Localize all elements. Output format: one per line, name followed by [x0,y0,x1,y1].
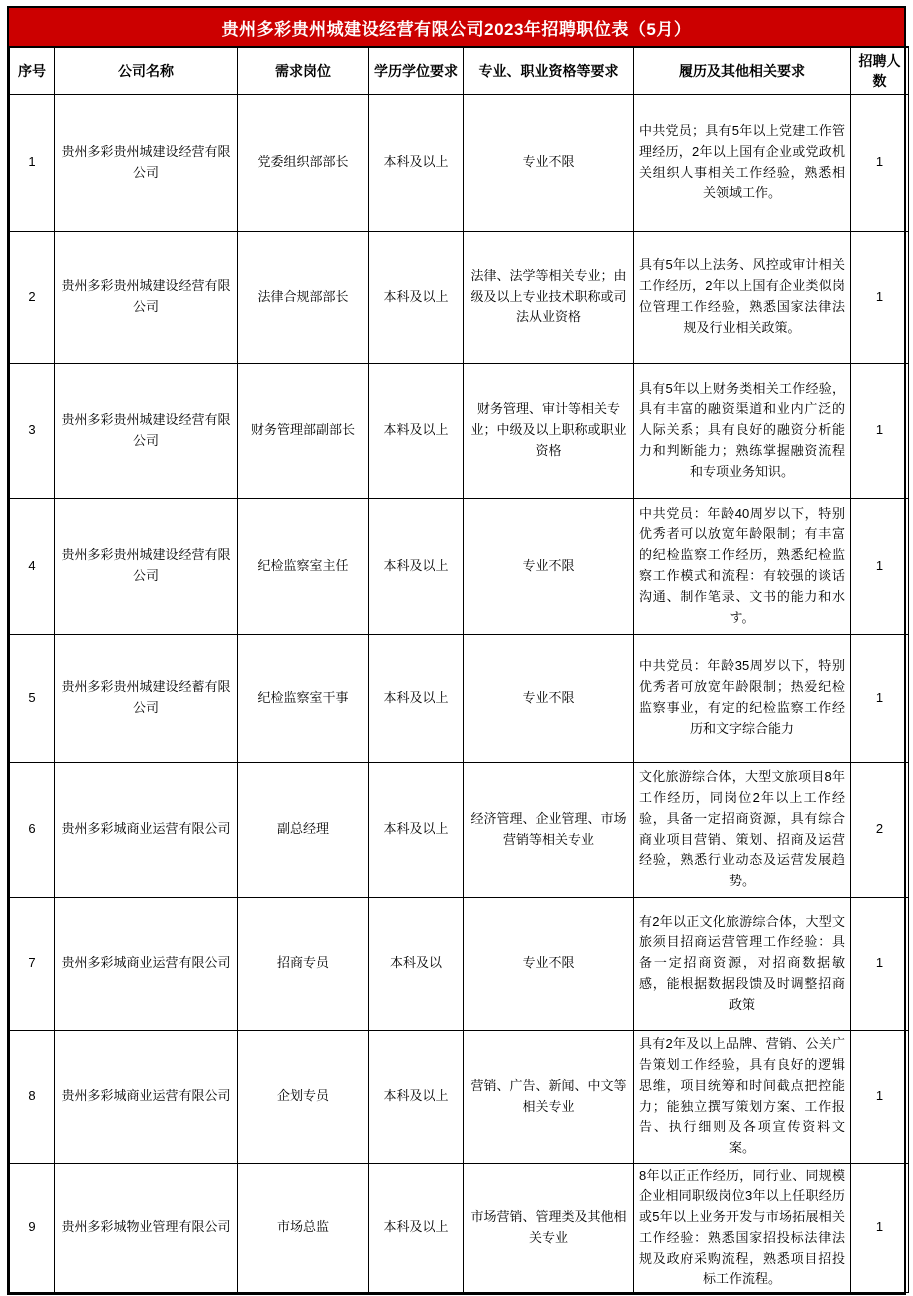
table-row [10,634,909,762]
cell-major: 营销、广告、新闻、中文等相关专业 [464,1030,634,1163]
table-row [10,1030,909,1163]
cell-experience: 具有2年及以上品牌、营销、公关广告策划工作经验，具有良好的逻辑思维，项目统筹和时间截点把控能力；能独立撰写策划方案、工作报告、执行细则及各项宣传资料文案。 [634,1030,851,1163]
cell-company: 贵州多彩贵州城建设经营有限公司 [55,363,238,498]
table-title: 贵州多彩贵州城建设经营有限公司2023年招聘职位表（5月） [9,8,904,46]
cell-count: 1 [851,1163,909,1293]
cell-no: 1 [10,94,55,231]
cell-company: 贵州多彩贵州城建设经营有限公司 [55,94,238,231]
cell-education: 本科及以上 [369,1163,464,1293]
cell-company: 贵州多彩城商业运营有限公司 [55,762,238,897]
recruitment-sheet [7,6,906,1295]
cell-company: 贵州多彩城物业管理有限公司 [55,1163,238,1293]
cell-education: 本科及以上 [369,94,464,231]
table-row [10,231,909,363]
cell-no: 5 [10,634,55,762]
table-row [10,94,909,231]
cell-experience: 具有5年以上财务类相关工作经验，具有丰富的融资渠道和业内广泛的人际关系；具有良好的融资分析能力和判断能力；熟练掌握融资流程和专项业务知识。 [634,363,851,498]
cell-no: 9 [10,1163,55,1293]
column-header: 专业、职业资格等要求 [464,47,634,94]
recruitment-table [9,46,909,1293]
cell-education: 本科及以上 [369,498,464,634]
cell-position: 党委组织部部长 [238,94,369,231]
cell-experience: 有2年以正文化旅游综合体，大型文旅须目招商运营管理工作经验：具备一定招商资源，对招商数据敏感，能根据数据段馈及时调整招商政策 [634,897,851,1030]
cell-experience: 中共党员；具有5年以上党建工作管理经历，2年以上国有企业或党政机关组织人事相关工作经验，熟悉相关领域工作。 [634,94,851,231]
cell-position: 招商专员 [238,897,369,1030]
cell-position: 企划专员 [238,1030,369,1163]
cell-experience: 8年以正正作经历，同行业、同规模企业相同职级岗位3年以上任职经历或5年以上业务开发与市场拓展相关工作经验：熟悉国家招投标法律法规及政府采购流程，熟悉项目招投标工作流程。 [634,1163,851,1293]
cell-experience: 中共党员：年龄40周岁以下，特别优秀者可以放宽年龄限制；有丰富的纪检监察工作经历，熟悉纪检监察工作模式和流程：有较强的谈话沟通、制作笔录、文书的能力和水す。 [634,498,851,634]
cell-education: 本科及以上 [369,762,464,897]
cell-company: 贵州多彩贵州城建设经营有限公司 [55,231,238,363]
column-header: 学历学位要求 [369,47,464,94]
cell-no: 6 [10,762,55,897]
cell-major: 市场营销、管理类及其他相关专业 [464,1163,634,1293]
cell-company: 贵州多彩城商业运营有限公司 [55,897,238,1030]
cell-major: 经济管理、企业管理、市场营销等相关专业 [464,762,634,897]
column-header: 需求岗位 [238,47,369,94]
cell-education: 本科及以上 [369,231,464,363]
cell-no: 3 [10,363,55,498]
table-row [10,498,909,634]
table-body [10,94,909,1293]
cell-education: 本料及以上 [369,363,464,498]
table-row [10,1163,909,1293]
cell-company: 贵州多彩城商业运营有限公司 [55,1030,238,1163]
cell-company: 贵州多彩贵州城建设经营有限公司 [55,498,238,634]
cell-no: 8 [10,1030,55,1163]
table-row [10,762,909,897]
cell-position: 法律合规部部长 [238,231,369,363]
cell-count: 1 [851,1030,909,1163]
cell-major: 财务管理、审计等相关专业；中级及以上职称或职业资格 [464,363,634,498]
header-row [10,47,909,94]
cell-major: 专业不限 [464,634,634,762]
cell-major: 专业不限 [464,897,634,1030]
cell-count: 1 [851,94,909,231]
cell-count: 1 [851,897,909,1030]
cell-count: 1 [851,231,909,363]
cell-major: 法律、法学等相关专业；由级及以上专业技术职称或司法从业资格 [464,231,634,363]
cell-position: 纪检监察室干事 [238,634,369,762]
table-row [10,897,909,1030]
cell-education: 本科及以 [369,897,464,1030]
cell-position: 财务管理部副部长 [238,363,369,498]
cell-education: 本科及以上 [369,634,464,762]
cell-position: 市场总监 [238,1163,369,1293]
cell-major: 专业不限 [464,94,634,231]
cell-experience: 中共党员：年龄35周岁以下，特别优秀者可放宽年龄限制；热爱纪检监察事业，有定的纪检监察工作经历和文字综合能力 [634,634,851,762]
table-header [10,47,909,94]
cell-experience: 具有5年以上法务、风控或审计相关工作经历，2年以上国有企业类似岗位管理工作经验，熟悉国家法律法规及行业相关政策。 [634,231,851,363]
column-header: 履历及其他相关要求 [634,47,851,94]
cell-major: 专业不限 [464,498,634,634]
cell-count: 1 [851,363,909,498]
column-header: 招聘人数 [851,47,909,94]
cell-count: 2 [851,762,909,897]
cell-company: 贵州多彩贵州城建设经蓄有限公司 [55,634,238,762]
cell-position: 纪检监察室主任 [238,498,369,634]
column-header: 公司名称 [55,47,238,94]
cell-no: 7 [10,897,55,1030]
cell-position: 副总经理 [238,762,369,897]
cell-count: 1 [851,498,909,634]
cell-education: 本科及以上 [369,1030,464,1163]
table-row [10,363,909,498]
cell-no: 2 [10,231,55,363]
cell-no: 4 [10,498,55,634]
cell-count: 1 [851,634,909,762]
cell-experience: 文化旅游综合体，大型文旅项目8年工作经历，同岗位2年以上工作经验，具备一定招商资源，具有综合商业项目营销、策划、招商及运营经验，熟悉行业动态及运营发展趋势。 [634,762,851,897]
column-header: 序号 [10,47,55,94]
